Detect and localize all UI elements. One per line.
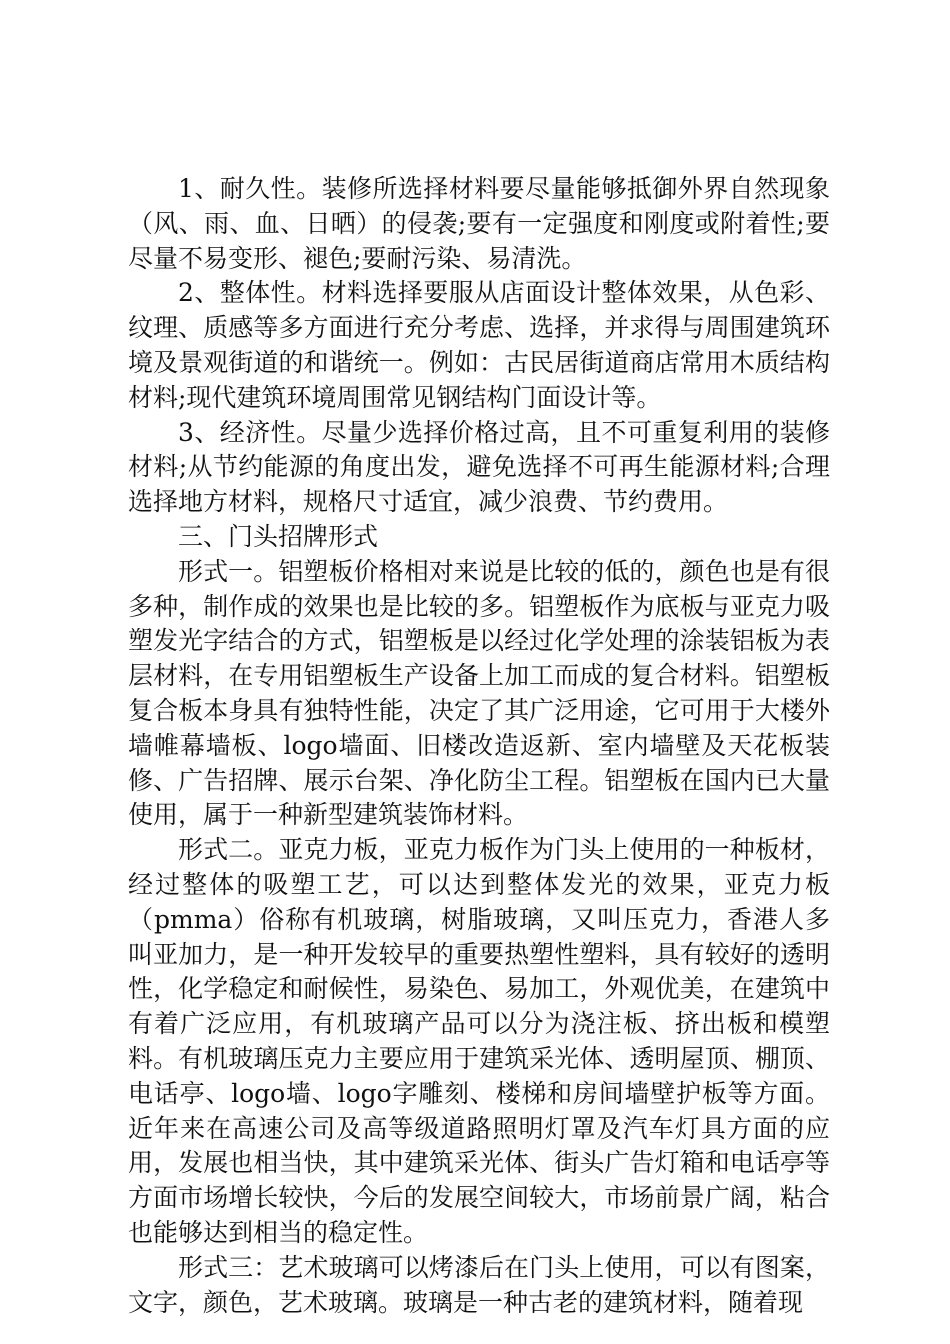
paragraph-durability: 1、耐久性。装修所选择材料要尽量能够抵御外界自然现象（风、雨、血、日晒）的侵袭;要有一定强度和刚度或附着性;要尽量不易变形、褪色;要耐污染、易清洗。: [128, 174, 830, 273]
document-body: [128, 172, 830, 1320]
paragraph-form-one: 形式一。铝塑板价格相对来说是比较的低的，颜色也是有很多种，制作成的效果也是比较的多。铝塑板作为底板与亚克力吸塑发光字结合的方式，铝塑板是以经过化学处理的涂装铝板为表层材料，在专用铝塑板生产设备上加工而成的复合材料。铝塑板复合板本身具有独特性能，决定了其广泛用途，它可用于大楼外墙帷幕墙板、logo墙面、旧楼改造返新、室内墙壁及天花板装修、广告招牌、展示台架、净化防尘工程。铝塑板在国内已大量使用，属于一种新型建筑装饰材料。: [128, 556, 830, 830]
section-heading-signboard-forms: 三、门头招牌形式: [178, 521, 379, 551]
paragraph-economy: 3、经济性。尽量少选择价格过高，且不可重复利用的装修材料;从节约能源的角度出发，避免选择不可再生能源材料;合理选择地方材料，规格尺寸适宜，减少浪费、节约费用。: [128, 417, 830, 517]
paragraph-integrity: 2、整体性。材料选择要服从店面设计整体效果，从色彩、纹理、质感等多方面进行充分考虑、选择，并求得与周围建筑环境及景观街道的和谐统一。例如：古民居街道商店常用木质结构材料;现代建筑环境周围常见钢结构门面设计等。: [128, 278, 830, 412]
paragraph-form-two: 形式二。亚克力板，亚克力板作为门头上使用的一种板材，经过整体的吸塑工艺，可以达到整体发光的效果，亚克力板（pmma）俗称有机玻璃，树脂玻璃，又叫压克力，香港人多叫亚加力，是一种开发较早的重要热塑性塑料，具有较好的透明性，化学稳定和耐候性，易染色、易加工，外观优美，在建筑中有着广泛应用，有机玻璃产品可以分为浇注板、挤出板和模塑料。有机玻璃压克力主要应用于建筑采光体、透明屋顶、棚顶、电话亭、logo墙、logo字雕刻、楼梯和房间墙壁护板等方面。近年来在高速公司及高等级道路照明灯罩及汽车灯具方面的应用，发展也相当快，其中建筑采光体、街头广告灯箱和电话亭等方面市场增长较快，今后的发展空间较大，市场前景广阔，粘合也能够达到相当的稳定性。: [128, 835, 830, 1247]
paragraph-form-three: 形式三：艺术玻璃可以烤漆后在门头上使用，可以有图案，文字，颜色，艺术玻璃。玻璃是一种古老的建筑材料，随着现: [128, 1252, 830, 1317]
